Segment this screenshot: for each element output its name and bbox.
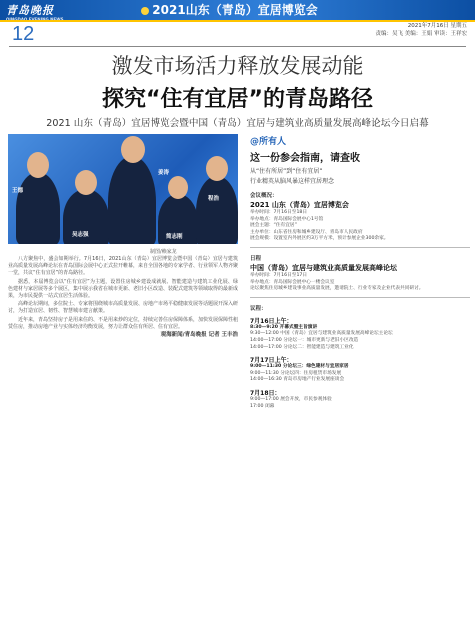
divider (250, 247, 470, 248)
person-figure (16, 172, 60, 244)
agenda-row: 9:30—12:00 中国（青岛）宜居与建筑业高质量发展高峰论坛主论坛 (250, 331, 393, 337)
forum-row: 举办时间：7月16日至17日 (250, 272, 308, 278)
day-heading: 7月16日上午： (250, 317, 293, 325)
page-number: 12 (12, 23, 35, 45)
newspaper-logo (6, 2, 64, 22)
headline-sub: 2021 山东（青岛）宜居博览会暨中国（青岛）宜居与建筑业高质量发展高峰论坛今日启幕 (46, 118, 429, 129)
expo-row: 展会规模：设置室内外展区约3万平方米，预计参展企业300余家。 (250, 236, 389, 242)
body-paragraph: 据悉，本届博览会以“住有宜居”为主题，设置住房城乡建设成就展、智能建造与建筑工业化展、绿色建材与家居展等多个展区，集中展示我省在城市更新、老旧小区改造、装配式建筑等领域取得的最新成果，为市民提供一站式宜居生活体验。 (8, 278, 239, 300)
issue-date: 2021年7月16日 星期五 (407, 23, 467, 29)
banner-dot-icon (141, 7, 149, 15)
banner-text: 2021山东（青岛）宜居博览会 (152, 3, 318, 17)
speaker-name: 简志刚 (166, 234, 183, 240)
agenda-row: 8:30—9:20 开幕式暨主旨演讲 (250, 324, 318, 330)
person-figure (196, 176, 238, 244)
guide-subline: 从“住有所居”到“住有宜居” (250, 168, 323, 175)
speaker-name: 吴志强 (72, 232, 89, 238)
expo-row: 举办地点：青岛国际会展中心1号馆 (250, 216, 324, 222)
agenda-row: 9:00—11:30 分论坛三：绿色建材与宜居家居 (250, 364, 349, 370)
body-paragraph: 近年来，青岛坚持房子是用来住的、不是用来炒的定位，持续完善住房保障体系，加快发展保障性租赁住房，推动房地产业与实体经济均衡发展，努力让群众住有所居、住有宜居。 (8, 316, 239, 330)
speakers-photo (8, 134, 238, 244)
day-heading: 7月18日： (250, 389, 281, 397)
person-face (168, 176, 188, 199)
person-face (206, 156, 228, 181)
section-banner (122, 0, 337, 20)
headline-kicker: 激发市场活力释放发展动能 (111, 54, 364, 78)
day-heading: 7月17日上午： (250, 357, 293, 365)
forum-title: 中国（青岛）宜居与建筑业高质量发展高峰论坛 (250, 263, 397, 272)
header-bar (0, 0, 475, 20)
speaker-name: 姜涛 (158, 170, 170, 176)
body-paragraph: 八方聚焦中，盛会如期举行。7月16日，2021山东（青岛）宜居博览会暨中国（青岛）宜居与建筑业高质量发展高峰论坛在青岛国际会展中心正式拉开帷幕，来自全国各地的专家学者、行业领军人物齐聚一堂，共议“住有宜居”的青岛路径。 (8, 256, 239, 277)
agenda-row: 17:00 闭幕 (250, 403, 275, 409)
expo-row: 举办时间：7月16日至18日 (250, 210, 308, 215)
forum-row: 举办地点：青岛国际会展中心一楼会议室 (250, 279, 335, 285)
agenda-row: 14:00—17:00 分论坛一：城市更新与老旧小区改造 (250, 337, 359, 343)
headline-main: 探究“住有宜居”的青岛路径 (102, 87, 373, 112)
speaker-name: 程浩 (208, 196, 220, 202)
at-all-label (250, 134, 470, 147)
at-mention: @所有人 (250, 137, 287, 147)
guide-column (250, 134, 470, 410)
article-byline: 观海新闻/青岛晚报 记者 王丰浩 (160, 332, 238, 339)
overview-label: 会议概况： (250, 193, 278, 199)
forum-row: 论坛聚焦住房城乡建设事业高质量发展，邀请院士、行业专家及企业代表共同研讨。 (250, 286, 424, 292)
speaker-name: 王德 (12, 188, 24, 194)
agenda-label: 议程： (250, 305, 267, 312)
expo-row: 展会主题：“住有宜居” (250, 223, 298, 229)
article-body (8, 256, 238, 340)
schedule-section-label: 日程 (250, 255, 262, 262)
person-face (75, 170, 97, 195)
expo-row: 主办单位：山东省住房和城乡建设厅、青岛市人民政府 (250, 229, 363, 235)
divider (250, 297, 470, 298)
section-rule (9, 46, 466, 47)
issue-meta (376, 22, 468, 38)
guide-subline: 行业精英从脑风暴这样宜居理念 (250, 178, 335, 185)
person-face (121, 136, 145, 163)
guide-headline: 这一份参会指南，请查收 (250, 153, 360, 164)
agenda-row: 9:00—17:00 展会开放，市民参观体验 (250, 396, 332, 402)
agenda-row: 14:00—17:00 分论坛二：智能建造与建筑工业化 (250, 344, 354, 350)
expo-title: 2021 山东（青岛）宜居博览会 (250, 201, 349, 209)
editor-credits: 责编：吴飞 美编：王娟 审读：王祥宏 (375, 31, 467, 37)
person-face (27, 152, 49, 178)
agenda-row: 9:00—11:30 分论坛四：住房租赁市场发展 (250, 370, 342, 376)
logo-text: 青岛晚报 (6, 4, 54, 17)
person-figure (108, 156, 156, 244)
photo-caption: 制图/赖家龙 (150, 249, 177, 255)
agenda-row: 14:00—16:30 青岛市房地产行业发展座谈会 (250, 377, 345, 383)
body-paragraph: 高峰论坛期间，多位院士、专家将围绕城市高质量发展、房地产市场平稳健康发展等话题展开深入研讨，为打造宜居、韧性、智慧城市建言献策。 (8, 301, 239, 315)
